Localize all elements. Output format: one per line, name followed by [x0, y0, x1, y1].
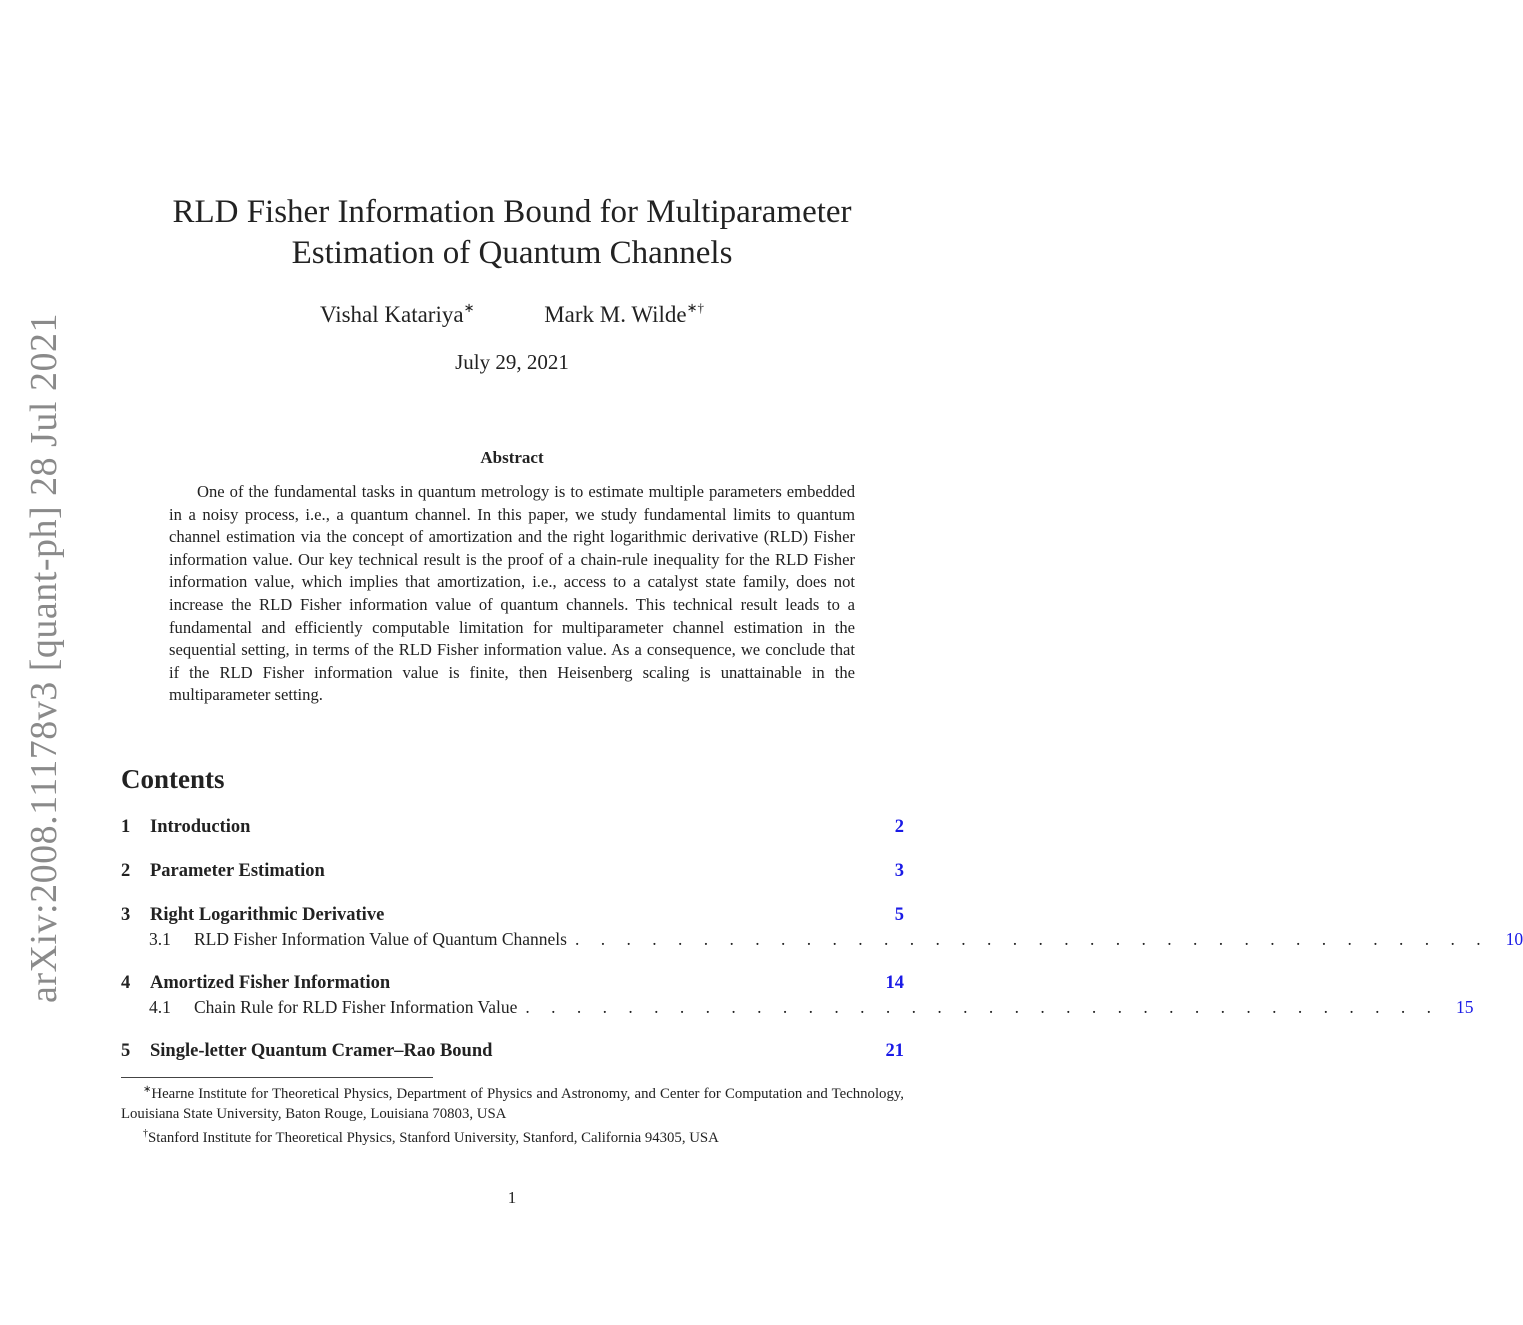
- toc-subsection-title: Chain Rule for RLD Fisher Information Value: [194, 997, 518, 1017]
- toc-page-link[interactable]: 10: [1505, 929, 1523, 949]
- toc-entry-introduction[interactable]: [121, 817, 904, 841]
- toc-section-title: Single-letter Quantum Cramer–Rao Bound: [150, 1041, 493, 1061]
- toc-entry-parameter-estimation[interactable]: [121, 861, 904, 885]
- toc-subsection-title: RLD Fisher Information Value of Quantum Channels: [194, 929, 567, 949]
- contents-heading: Contents: [121, 764, 225, 794]
- toc-entry-single-letter-cramer-rao[interactable]: [121, 1041, 904, 1065]
- toc-leader-dots: . . . . . . . . . . . . . . . . . . . . . . . . . . . . . . . . . . . .: [574, 929, 1490, 949]
- toc-section-title: Right Logarithmic Derivative: [150, 905, 385, 925]
- paper-date: July 29, 2021: [455, 350, 569, 374]
- footnote-affiliation-1: [121, 1080, 904, 1124]
- author-name: Mark M. Wilde: [544, 302, 687, 327]
- toc-subsection-number: 4.1: [149, 997, 171, 1017]
- paper-title-line-1: RLD Fisher Information Bound for Multiparameter: [172, 194, 852, 230]
- paper-title: [112, 192, 912, 274]
- toc-section-number: 5: [121, 1041, 131, 1061]
- abstract-text: One of the fundamental tasks in quantum metrology is to estimate multiple parameters embedded in a noisy process, i.e., a quantum channel. In this paper, we study fundamental limits to quantum channel estimation via the concept of amortization and the right logarithmic derivative (RLD) Fisher information value. Our key technical result is the proof of a chain-rule inequality for the RLD Fisher information value, which implies that amortization, i.e., access to a catalyst state family, does not increase the RLD Fisher information value of quantum channels. This technical result leads to a fundamental and efficiently computable limitation for multiparameter channel estimation in the sequential setting, in terms of the RLD Fisher information value. As a consequence, we conclude that if the RLD Fisher information value is finite, then Heisenberg scaling is unattainable in the multiparameter setting.: [169, 482, 855, 705]
- toc-entry-chain-rule[interactable]: [121, 997, 1474, 1021]
- arxiv-identifier-stamp[interactable]: arXiv:2008.11178v3 [quant-ph] 28 Jul 2021: [23, 313, 65, 1003]
- footnote-mark: †: [143, 1128, 148, 1139]
- footnote-affiliation-2: [121, 1124, 904, 1148]
- toc-section-title: Parameter Estimation: [150, 861, 325, 881]
- toc-section-number: 4: [121, 973, 131, 993]
- footnote-mark: ∗: [143, 1084, 152, 1095]
- toc-section-number: 2: [121, 861, 131, 881]
- footnotes: [121, 1080, 904, 1148]
- toc-subsection-number: 3.1: [149, 929, 171, 949]
- paper-title-line-2: Estimation of Quantum Channels: [291, 235, 733, 271]
- toc-page-link[interactable]: 15: [1456, 997, 1474, 1017]
- abstract-heading: Abstract: [480, 448, 544, 467]
- toc-entry-amortized-fisher-information[interactable]: [121, 973, 904, 997]
- toc-page-link[interactable]: 5: [894, 905, 904, 925]
- toc-entry-right-logarithmic-derivative[interactable]: [121, 905, 904, 929]
- toc-page-link[interactable]: 3: [894, 861, 904, 881]
- author-affiliation-mark[interactable]: ∗†: [686, 300, 705, 315]
- toc-section-number: 3: [121, 905, 131, 925]
- footnote-text: Stanford Institute for Theoretical Physics, Stanford University, Stanford, California 94305, USA: [148, 1130, 719, 1146]
- page-number: 1: [507, 1188, 517, 1207]
- author-1: [320, 300, 475, 328]
- toc-leader-dots: . . . . . . . . . . . . . . . . . . . . . . . . . . . . . . . . . . . .: [525, 997, 1440, 1017]
- author-affiliation-mark[interactable]: ∗: [463, 300, 475, 315]
- toc-entry-rld-fisher-value-channels[interactable]: [121, 929, 1523, 953]
- toc-page-link[interactable]: 14: [885, 973, 904, 993]
- author-list: [112, 300, 912, 328]
- author-2: [544, 300, 704, 328]
- toc-section-title: Introduction: [150, 817, 251, 837]
- footnote-divider: [121, 1077, 433, 1078]
- author-name: Vishal Katariya: [319, 302, 464, 327]
- toc-page-link[interactable]: 21: [885, 1041, 904, 1061]
- toc-section-title: Amortized Fisher Information: [150, 973, 391, 993]
- toc-section-number: 1: [121, 817, 131, 837]
- toc-page-link[interactable]: 2: [894, 817, 904, 837]
- footnote-text: Hearne Institute for Theoretical Physics, Department of Physics and Astronomy, and Center for Computation and Technology, Louisiana State University, Baton Rouge, Louisiana 70803, USA: [121, 1086, 904, 1122]
